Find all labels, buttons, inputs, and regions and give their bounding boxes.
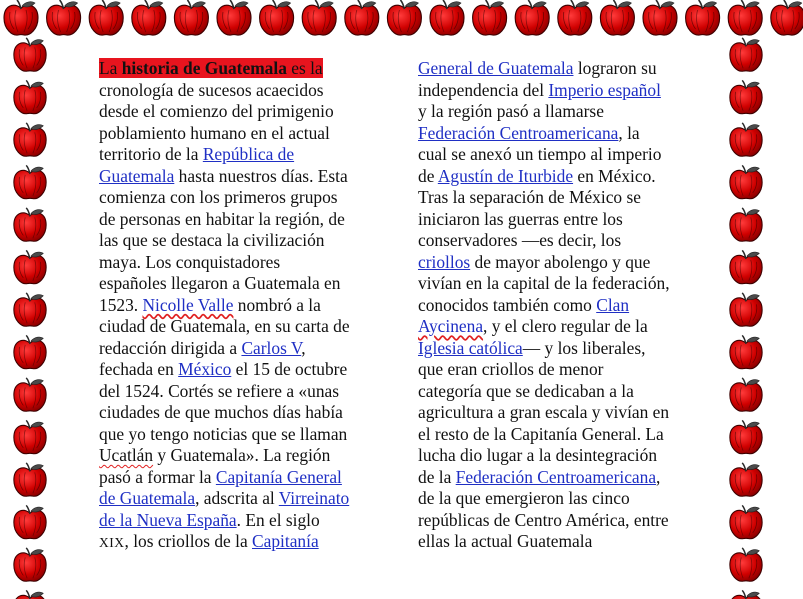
red-apple-icon [771, 0, 803, 35]
red-apple-icon [302, 0, 336, 35]
text-column-right [418, 58, 703, 553]
text-line [99, 424, 374, 446]
hyperlink[interactable]: Federación Centroamericana [418, 122, 619, 143]
red-apple-icon [14, 165, 46, 198]
red-apple-icon [730, 293, 762, 326]
hyperlink[interactable]: Nicolle Valle [142, 294, 234, 315]
text-line [99, 359, 374, 381]
text-run: lucha dio lugar a la desintegración [418, 445, 658, 465]
text-line [99, 80, 374, 102]
red-apple-icon [728, 0, 762, 35]
highlighted-text: La [99, 58, 122, 78]
text-line [418, 295, 703, 317]
text-line [418, 187, 703, 209]
hyperlink[interactable]: Federación Centroamericana [455, 466, 657, 487]
red-apple-icon [14, 335, 46, 368]
text-run: cronología de sucesos acaecidos [99, 79, 324, 100]
text-run: , [301, 337, 306, 358]
hyperlink[interactable]: Iglesia católica [418, 337, 523, 358]
red-apple-icon [730, 463, 762, 496]
hyperlink[interactable]: México [178, 359, 232, 379]
text-line [99, 252, 374, 274]
text-run: ciudad de Guatemala, en su carta de [99, 316, 350, 336]
text-run: poblamiento humano en el actual [99, 122, 330, 143]
red-apple-icon [730, 165, 762, 198]
text-run: de personas en habitar la región, de [99, 208, 345, 229]
text-run: nombró a la [233, 294, 321, 315]
text-run: repúblicas de Centro América, entre [418, 509, 669, 530]
text-line [99, 445, 374, 467]
text-run: de mayor abolengo y que [470, 251, 651, 272]
text-run: independencia del [418, 79, 549, 100]
red-apple-icon [387, 0, 421, 35]
red-apple-icon [558, 0, 592, 35]
text-line [99, 316, 374, 338]
red-apple-icon [14, 463, 46, 496]
text-line [99, 381, 374, 403]
text-run: de la [418, 466, 456, 487]
red-apple-icon [515, 0, 549, 35]
red-apple-icon [14, 420, 46, 453]
text-run: XIX [99, 535, 125, 550]
text-line [99, 510, 374, 532]
highlighted-text: historia de Guatemala [121, 58, 287, 78]
text-run: fechada en [99, 359, 179, 379]
text-line [418, 359, 703, 381]
red-apple-icon [14, 505, 46, 538]
text-run: , [656, 466, 661, 487]
text-run: las que se destaca la civilización [99, 230, 325, 250]
red-apple-icon [730, 123, 762, 156]
red-apple-icon [473, 0, 507, 35]
text-run: , y el clero regular de la [483, 316, 648, 336]
text-run: el 15 de octubre [231, 359, 348, 379]
red-apple-icon [345, 0, 379, 35]
text-line [418, 101, 703, 123]
text-line [99, 488, 374, 510]
text-run: pasó a formar la [99, 466, 216, 487]
hyperlink[interactable]: Capitanía [252, 531, 319, 551]
hyperlink[interactable]: República de [202, 144, 295, 164]
text-run: vivían en la capital de la federación, [418, 273, 670, 293]
text-run: del 1524. Cortés se refiere a «unas [99, 380, 340, 401]
text-line [99, 273, 374, 295]
red-apple-icon [600, 0, 634, 35]
text-run: agricultura a gran escala y vivían en [418, 402, 670, 422]
text-run: de la que emergieron las cinco [418, 488, 630, 508]
text-run: ciudades de que muchos días había [99, 402, 343, 422]
text-run: 1523. [99, 294, 143, 315]
text-line [99, 209, 374, 231]
red-apple-icon [730, 590, 762, 599]
text-run: , adscrita al [195, 488, 279, 508]
red-apple-icon [730, 250, 762, 283]
text-line [418, 424, 703, 446]
text-line [418, 166, 703, 188]
text-run: de [418, 165, 438, 186]
red-apple-icon [430, 0, 464, 35]
text-run: españoles llegaron a Guatemala en [99, 273, 341, 293]
text-line [418, 402, 703, 424]
text-run: desde el comienzo del primigenio [99, 101, 334, 121]
text-run: — y los liberales, [522, 337, 646, 358]
text-run: ellas la actual Guatemala [418, 531, 593, 551]
hyperlink[interactable]: Agustín de Iturbide [437, 165, 574, 186]
red-apple-icon [89, 0, 123, 35]
text-line [99, 187, 374, 209]
red-apple-icon [686, 0, 720, 35]
red-apple-icon [132, 0, 166, 35]
text-run: redacción dirigida a [99, 337, 242, 358]
text-line [418, 445, 703, 467]
hyperlink[interactable]: de Guatemala [99, 488, 196, 508]
text-line [99, 531, 374, 553]
red-apple-icon [47, 0, 81, 35]
red-apple-icon [14, 80, 46, 113]
text-line [418, 338, 703, 360]
text-line [99, 144, 374, 166]
text-column-left [99, 58, 374, 553]
hyperlink[interactable]: criollos [418, 251, 471, 272]
text-run: iniciaron las guerras entre los [418, 208, 623, 229]
text-run: que yo tengo noticias que se llaman [99, 423, 348, 444]
red-apple-icon [14, 548, 46, 581]
text-line [418, 510, 703, 532]
red-apple-icon [730, 335, 762, 368]
text-run: en México. [573, 165, 656, 186]
text-line [418, 58, 703, 80]
text-line [418, 209, 703, 231]
text-line [418, 230, 703, 252]
text-line [99, 338, 374, 360]
text-line [418, 488, 703, 510]
red-apple-icon [174, 0, 208, 35]
text-run: el resto de la Capitanía General. La [418, 423, 664, 444]
text-run: y la región pasó a llamarse [418, 101, 604, 121]
hyperlink[interactable]: General de Guatemala [418, 58, 574, 78]
red-apple-icon [730, 420, 762, 453]
red-apple-icon [730, 378, 762, 411]
red-apple-icon [730, 548, 762, 581]
text-run: Tras la separación de México se [418, 187, 641, 207]
red-apple-icon [730, 208, 762, 241]
text-line [418, 273, 703, 295]
red-apple-icon [14, 590, 46, 599]
hyperlink[interactable]: Clan [596, 294, 630, 315]
text-line [418, 252, 703, 274]
text-line [99, 123, 374, 145]
text-line [418, 381, 703, 403]
text-run: conservadores —es decir, los [418, 230, 622, 250]
hyperlink[interactable]: de la Nueva España [99, 509, 237, 530]
text-run: que eran criollos de menor [418, 359, 604, 379]
text-run: conocidos también como [418, 294, 597, 315]
hyperlink[interactable]: Guatemala [99, 165, 175, 186]
red-apple-icon [4, 0, 38, 35]
red-apple-icon [730, 38, 762, 71]
hyperlink[interactable]: Aycinena [418, 316, 484, 336]
text-line [418, 531, 703, 553]
text-run: Ucatlán [99, 445, 154, 465]
text-line [418, 80, 703, 102]
red-apple-icon [217, 0, 251, 35]
text-run: comienza con los primeros grupos [99, 187, 338, 207]
text-run: cual se anexó un tiempo al imperio [418, 144, 662, 164]
text-run: territorio de la [99, 144, 203, 164]
hyperlink[interactable]: Capitanía General [215, 466, 342, 487]
text-run: . En el siglo [236, 509, 320, 530]
red-apple-icon [14, 38, 46, 71]
text-line [418, 144, 703, 166]
text-line [418, 316, 703, 338]
red-apple-icon [260, 0, 294, 35]
text-line [99, 467, 374, 489]
text-line [418, 467, 703, 489]
text-run: y Guatemala». La región [153, 445, 331, 465]
text-run: maya. Los conquistadores [99, 251, 281, 272]
text-line [99, 295, 374, 317]
red-apple-icon [14, 250, 46, 283]
red-apple-icon [730, 505, 762, 538]
text-run: lograron su [573, 58, 657, 78]
text-run: categoría que se dedicaban a la [418, 380, 634, 401]
red-apple-icon [14, 293, 46, 326]
text-line [99, 58, 374, 80]
hyperlink[interactable]: Virreinato [278, 488, 350, 508]
text-line [99, 230, 374, 252]
red-apple-icon [643, 0, 677, 35]
text-run: , los criollos de la [124, 531, 253, 551]
text-line [99, 101, 374, 123]
text-run: hasta nuestros días. Esta [174, 165, 348, 186]
red-apple-icon [730, 80, 762, 113]
hyperlink[interactable]: Carlos V [241, 337, 302, 358]
text-run: , la [618, 122, 640, 143]
highlighted-text: es la [286, 58, 323, 78]
text-line [99, 166, 374, 188]
red-apple-icon [14, 123, 46, 156]
red-apple-icon [14, 378, 46, 411]
text-line [99, 402, 374, 424]
red-apple-icon [14, 208, 46, 241]
text-line [418, 123, 703, 145]
hyperlink[interactable]: Imperio español [548, 79, 661, 100]
